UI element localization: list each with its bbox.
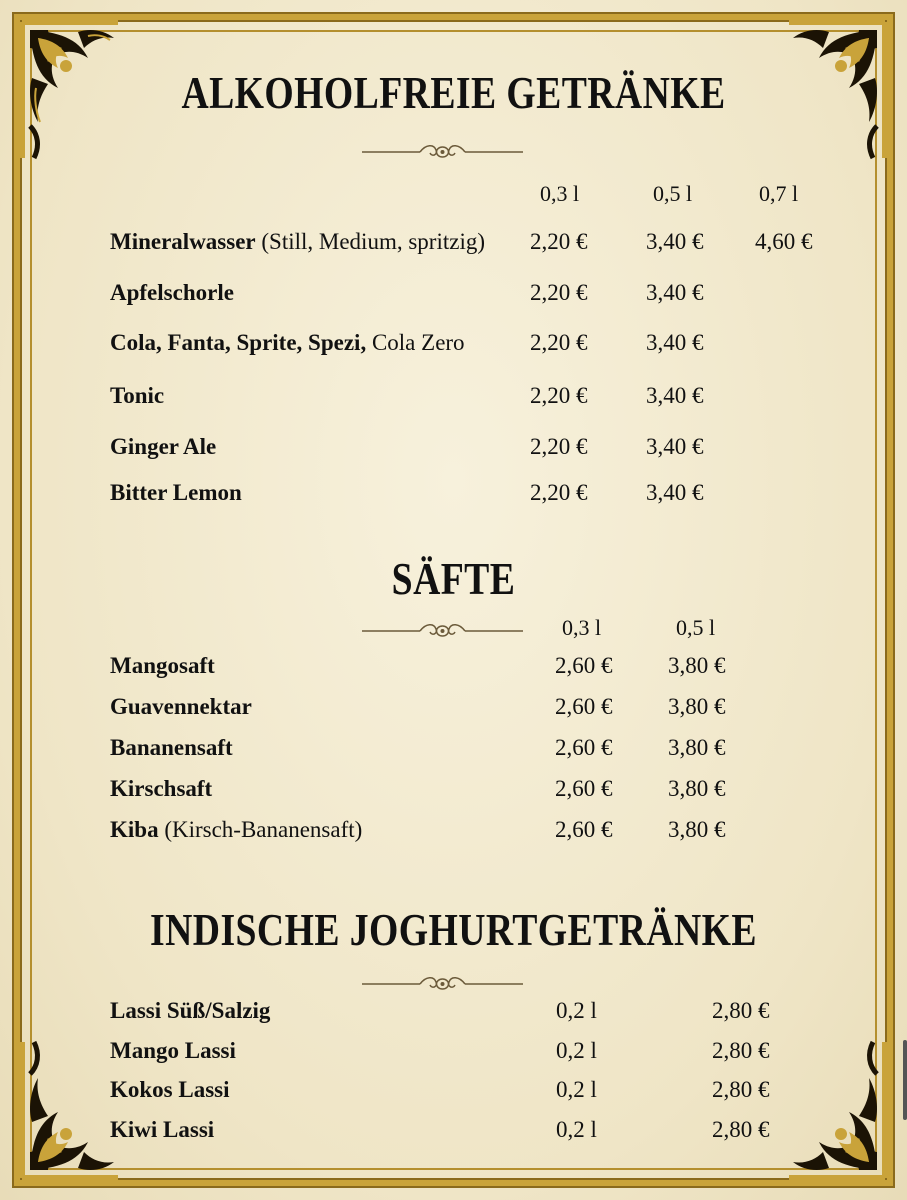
- scrollbar[interactable]: [903, 1040, 907, 1120]
- item-price: 2,80 €: [712, 1038, 770, 1063]
- item-price: 3,40 €: [646, 383, 704, 408]
- item-price: 4,60 €: [755, 229, 813, 254]
- item-size: 0,2 l: [556, 998, 597, 1023]
- item-name: Ginger Ale: [110, 434, 217, 459]
- flourish-divider-icon: [360, 620, 525, 642]
- item-name: Tonic: [110, 383, 165, 408]
- item-label: [110, 816, 362, 844]
- item-name: Mineralwasser: [110, 229, 256, 254]
- item-name: Bitter Lemon: [110, 480, 242, 505]
- item-name: Mangosaft: [110, 653, 215, 678]
- section-title-alkoholfrei: ALKOHOLFREIE GETRÄNKE: [181, 67, 726, 118]
- item-price: 2,20 €: [530, 383, 588, 408]
- flourish-divider-icon: [360, 141, 525, 163]
- item-price: 3,80 €: [668, 735, 726, 760]
- item-size: 0,2 l: [556, 1117, 597, 1142]
- item-name: Guavennektar: [110, 694, 252, 719]
- item-price: 2,20 €: [530, 330, 588, 355]
- item-name: Kirschsaft: [110, 776, 213, 801]
- item-name: Kiwi Lassi: [110, 1117, 215, 1142]
- item-price: 2,60 €: [555, 694, 613, 719]
- item-name: Cola, Fanta, Sprite, Spezi,: [110, 330, 367, 355]
- item-size: 0,2 l: [556, 1077, 597, 1102]
- item-price: 2,60 €: [555, 735, 613, 760]
- item-name: Mango Lassi: [110, 1038, 236, 1063]
- size-header: 0,7 l: [759, 181, 799, 206]
- size-header: 0,5 l: [676, 615, 716, 640]
- item-price: 2,80 €: [712, 1077, 770, 1102]
- ornamental-corner-icon: [779, 1032, 889, 1182]
- item-note: (Still, Medium, spritzig): [261, 229, 485, 254]
- section-title-joghurt: INDISCHE JOGHURTGETRÄNKE: [150, 904, 757, 955]
- item-size: 0,2 l: [556, 1038, 597, 1063]
- item-name: Apfelschorle: [110, 280, 234, 305]
- item-price: 3,80 €: [668, 817, 726, 842]
- section-title-saefte: SÄFTE: [391, 553, 516, 604]
- size-header: 0,3 l: [562, 615, 602, 640]
- item-price: 2,80 €: [712, 1117, 770, 1142]
- item-price: 3,80 €: [668, 776, 726, 801]
- flourish-divider-icon: [360, 973, 525, 995]
- item-name: Kiba: [110, 817, 159, 842]
- item-price: 3,40 €: [646, 280, 704, 305]
- item-price: 2,20 €: [530, 280, 588, 305]
- item-price: 2,60 €: [555, 817, 613, 842]
- item-price: 3,40 €: [646, 434, 704, 459]
- item-label: [110, 329, 465, 357]
- item-price: 2,80 €: [712, 998, 770, 1023]
- item-name: Lassi Süß/Salzig: [110, 998, 271, 1023]
- size-header: 0,5 l: [653, 181, 693, 206]
- item-label: [110, 228, 485, 256]
- item-note: Cola Zero: [371, 330, 465, 355]
- item-price: 3,40 €: [646, 229, 704, 254]
- item-price: 2,20 €: [530, 434, 588, 459]
- item-price: 3,40 €: [646, 480, 704, 505]
- size-header: 0,3 l: [540, 181, 580, 206]
- item-name: Kokos Lassi: [110, 1077, 230, 1102]
- item-price: 2,60 €: [555, 653, 613, 678]
- item-note: (Kirsch-Bananensaft): [164, 817, 363, 842]
- item-price: 3,40 €: [646, 330, 704, 355]
- item-price: 3,80 €: [668, 653, 726, 678]
- item-price: 2,60 €: [555, 776, 613, 801]
- item-name: Bananensaft: [110, 735, 233, 760]
- item-price: 3,80 €: [668, 694, 726, 719]
- item-price: 2,20 €: [530, 480, 588, 505]
- item-price: 2,20 €: [530, 229, 588, 254]
